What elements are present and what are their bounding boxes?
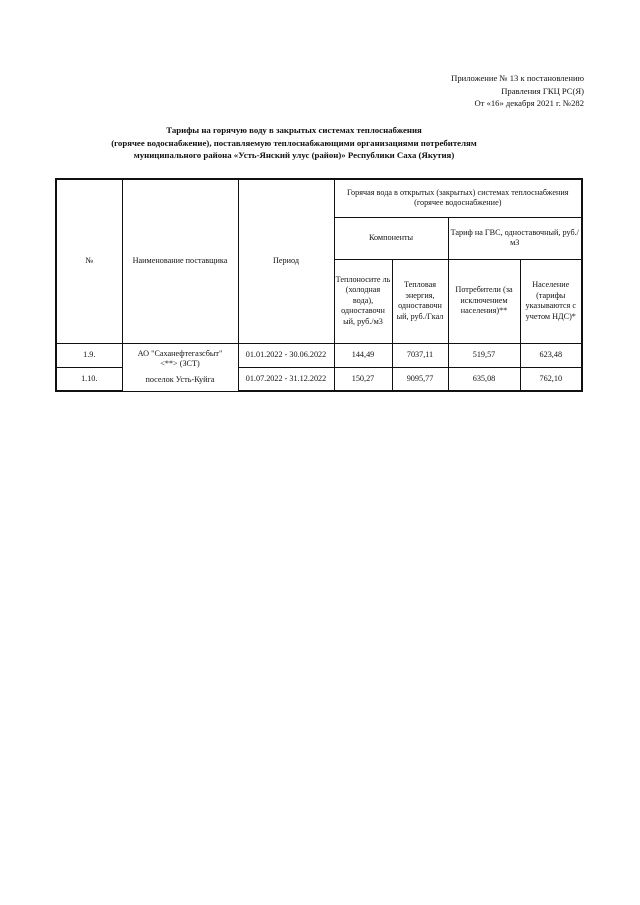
supplier-location: поселок Усть-Куйга [145,374,215,384]
col-header-heat-energy: Тепловая энергия, одноставочн ый, руб./Гкал [392,259,448,343]
col-header-components: Компоненты [334,217,448,259]
col-header-hot-water: Горячая вода в открытых (закрытых) системах теплоснабжения (горячее водоснабжение) [334,179,582,217]
row-heat-energy: 9095,77 [392,367,448,391]
row-number: 1.9. [56,343,122,367]
document-title [44,124,544,162]
resolution-line: Правления ГКЦ РС(Я) [501,85,584,96]
row-period: 01.07.2022 - 31.12.2022 [238,367,334,391]
title-line-1: Тарифы на горячую воду в закрытых системах теплоснабжения [166,125,422,135]
row-consumers: 519,57 [448,343,520,367]
row-consumers: 635,08 [448,367,520,391]
supplier-name-line: <**> (ЗСТ) [160,359,200,369]
col-header-period: Период [238,179,334,343]
col-header-consumers: Потребители (за исключением населения)** [448,259,520,343]
table-row [56,343,582,367]
col-header-supplier: Наименование поставщика [122,179,238,343]
row-period: 01.01.2022 - 30.06.2022 [238,343,334,367]
title-line-2: (горячее водоснабжение), поставляемую теплоснабжающими организациями потребителям [111,137,477,148]
supplier-name-line: АО "Саханефтегазсбыт" [137,348,223,358]
appendix-line: Приложение № 13 к постановлению [451,73,584,83]
row-heat-carrier: 144,49 [334,343,392,367]
row-number: 1.10. [56,367,122,391]
row-population: 762,10 [520,367,582,391]
col-header-heat-carrier: Теплоносите ль (холодная вода), одноставочн ый, руб./м3 [334,259,392,343]
tariff-table [55,178,583,392]
row-heat-energy: 7037,11 [392,343,448,367]
appendix-header [324,72,584,110]
col-header-tariff: Тариф на ГВС, одноставочный, руб./м3 [448,217,582,259]
col-header-number: № [56,179,122,343]
supplier-name [122,343,238,391]
row-heat-carrier: 150,27 [334,367,392,391]
header-row-1 [56,179,582,217]
date-line: От «16» декабря 2021 г. №282 [474,98,584,108]
row-population: 623,48 [520,343,582,367]
title-line-3: муниципального района «Усть-Янский улус (район)» Республики Саха (Якутия) [133,150,455,160]
col-header-population: Население (тарифы указываются с учетом НДС)* [520,259,582,343]
